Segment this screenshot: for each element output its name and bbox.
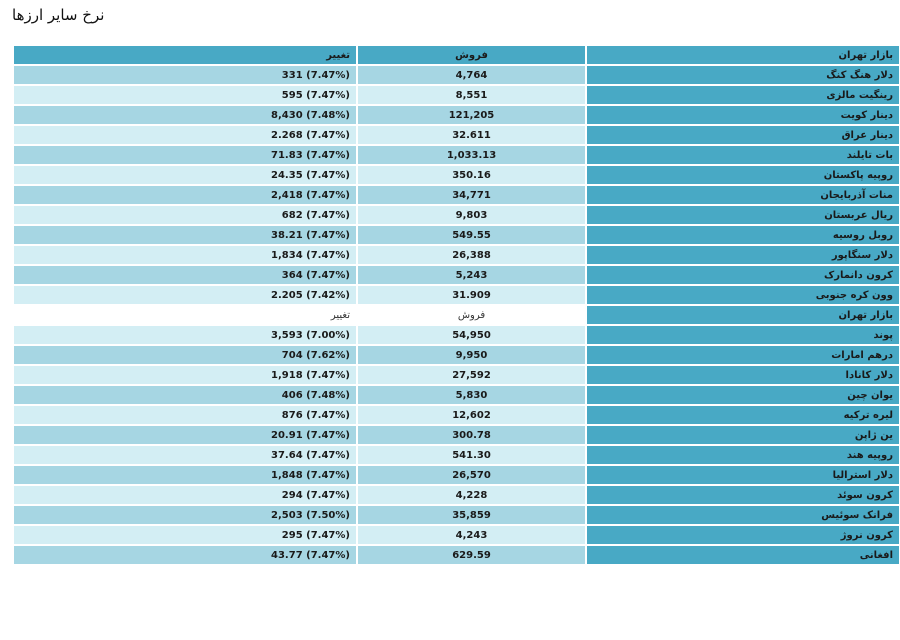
market-cell: وون کره جنوبی: [587, 286, 899, 304]
change-cell: (7.47%) 876: [14, 406, 356, 424]
market-cell: ریال عربستان: [587, 206, 899, 224]
table-row: [14, 126, 899, 144]
sell-cell: 1,033.13: [358, 146, 585, 164]
change-cell: (7.62%) 704: [14, 346, 356, 364]
market-cell: کرون سوئد: [587, 486, 899, 504]
change-cell: (7.47%) 71.83: [14, 146, 356, 164]
change-cell: (7.47%) 1,918: [14, 366, 356, 384]
change-cell: (7.00%) 3,593: [14, 326, 356, 344]
sell-cell: 31.909: [358, 286, 585, 304]
market-cell: درهم امارات: [587, 346, 899, 364]
table-row: [14, 526, 899, 544]
table-row: [14, 466, 899, 484]
change-cell: (7.47%) 24.35: [14, 166, 356, 184]
table-row: [14, 286, 899, 304]
change-cell: (7.42%) 2.205: [14, 286, 356, 304]
sell-cell: 4,764: [358, 66, 585, 84]
sell-cell: 549.55: [358, 226, 585, 244]
change-cell: (7.47%) 1,848: [14, 466, 356, 484]
sell-cell: 4,228: [358, 486, 585, 504]
market-cell: منات آذربایجان: [587, 186, 899, 204]
change-cell: (7.47%) 682: [14, 206, 356, 224]
change-cell: (7.47%) 295: [14, 526, 356, 544]
table-row: [14, 206, 899, 224]
market-cell: دلار کانادا: [587, 366, 899, 384]
sell-cell: 5,830: [358, 386, 585, 404]
currency-rates-table: [12, 44, 900, 566]
header-sell: فروش: [358, 46, 585, 64]
change-cell: (7.48%) 8,430: [14, 106, 356, 124]
table-row: [14, 326, 899, 344]
table-row: [14, 86, 899, 104]
sell-cell: 4,243: [358, 526, 585, 544]
table-subheader-row: [14, 306, 899, 324]
change-cell: (7.48%) 406: [14, 386, 356, 404]
market-cell: فرانک سوئیس: [587, 506, 899, 524]
sell-cell: 8,551: [358, 86, 585, 104]
change-cell: (7.50%) 2,503: [14, 506, 356, 524]
change-cell: (7.47%) 2.268: [14, 126, 356, 144]
sell-cell: 9,950: [358, 346, 585, 364]
table-row: [14, 406, 899, 424]
table-row: [14, 486, 899, 504]
change-cell: (7.47%) 20.91: [14, 426, 356, 444]
sell-cell: 34,771: [358, 186, 585, 204]
market-cell: رینگیت مالزی: [587, 86, 899, 104]
market-cell: دلار استرالیا: [587, 466, 899, 484]
table-row: [14, 246, 899, 264]
market-cell: روبل روسیه: [587, 226, 899, 244]
table-row: [14, 446, 899, 464]
sell-cell: 26,388: [358, 246, 585, 264]
change-cell: (7.47%) 294: [14, 486, 356, 504]
table-row: [14, 266, 899, 284]
table-row: [14, 186, 899, 204]
change-cell: (7.47%) 38.21: [14, 226, 356, 244]
sell-cell: 121,205: [358, 106, 585, 124]
header-market: بازار تهران: [587, 46, 899, 64]
change-cell: (7.47%) 364: [14, 266, 356, 284]
market-cell: پوند: [587, 326, 899, 344]
market-cell: دلار هنگ کنگ: [587, 66, 899, 84]
market-cell: روپیه هند: [587, 446, 899, 464]
table-row: [14, 106, 899, 124]
sell-cell: 54,950: [358, 326, 585, 344]
table-row: [14, 386, 899, 404]
table-header-row: [14, 46, 899, 64]
sell-cell: 541.30: [358, 446, 585, 464]
market-cell: دینار کویت: [587, 106, 899, 124]
table-row: [14, 546, 899, 564]
market-cell: روپیه پاکستان: [587, 166, 899, 184]
sell-cell: 26,570: [358, 466, 585, 484]
change-cell: (7.47%) 43.77: [14, 546, 356, 564]
subheader-change: تغییر: [14, 306, 356, 324]
header-change: تغییر: [14, 46, 356, 64]
change-cell: (7.47%) 37.64: [14, 446, 356, 464]
market-cell: کرون دانمارک: [587, 266, 899, 284]
market-cell: افغانی: [587, 546, 899, 564]
subheader-sell: فروش: [358, 306, 585, 324]
table-row: [14, 146, 899, 164]
subheader-market: بازار تهران: [587, 306, 899, 324]
market-cell: بات تایلند: [587, 146, 899, 164]
sell-cell: 35,859: [358, 506, 585, 524]
sell-cell: 12,602: [358, 406, 585, 424]
change-cell: (7.47%) 331: [14, 66, 356, 84]
change-cell: (7.47%) 2,418: [14, 186, 356, 204]
market-cell: یوان چین: [587, 386, 899, 404]
sell-cell: 629.59: [358, 546, 585, 564]
table-row: [14, 426, 899, 444]
sell-cell: 27,592: [358, 366, 585, 384]
table-row: [14, 346, 899, 364]
sell-cell: 350.16: [358, 166, 585, 184]
table-row: [14, 66, 899, 84]
sell-cell: 5,243: [358, 266, 585, 284]
market-cell: دینار عراق: [587, 126, 899, 144]
table-row: [14, 506, 899, 524]
sell-cell: 300.78: [358, 426, 585, 444]
change-cell: (7.47%) 595: [14, 86, 356, 104]
sell-cell: 32.611: [358, 126, 585, 144]
market-cell: لیره ترکیه: [587, 406, 899, 424]
market-cell: دلار سنگاپور: [587, 246, 899, 264]
market-cell: ین ژاپن: [587, 426, 899, 444]
change-cell: (7.47%) 1,834: [14, 246, 356, 264]
sell-cell: 9,803: [358, 206, 585, 224]
table-row: [14, 226, 899, 244]
page-title: نرخ سایر ارزها: [12, 6, 105, 24]
table-row: [14, 366, 899, 384]
market-cell: کرون نروژ: [587, 526, 899, 544]
table-row: [14, 166, 899, 184]
